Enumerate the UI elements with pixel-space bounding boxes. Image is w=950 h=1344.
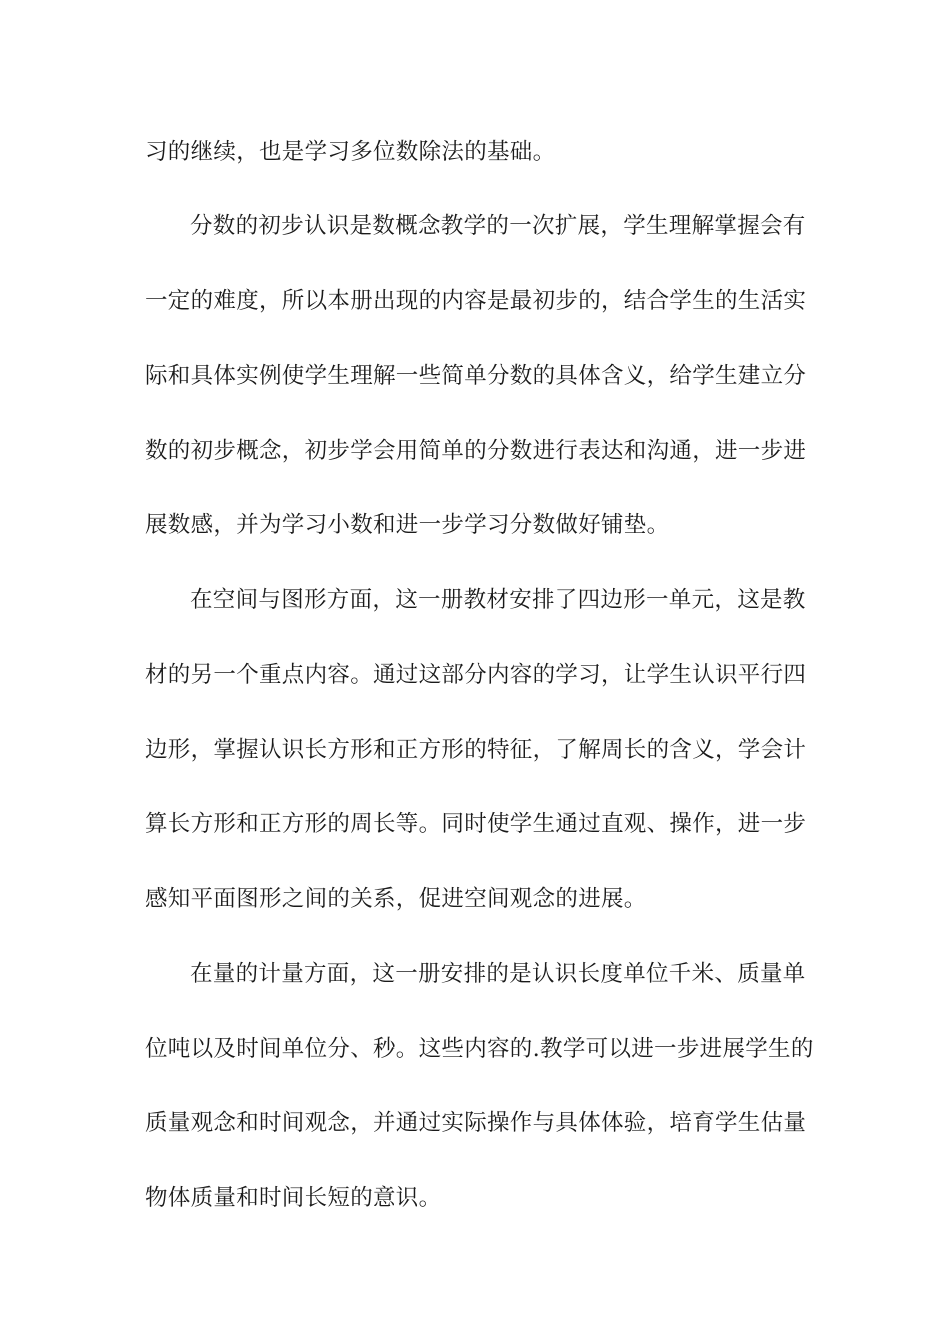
paragraph-first-line: 在量的计量方面，这一册安排的是认识长度单位千米、质量单 bbox=[190, 961, 806, 987]
text-line: 数的初步概念，初步学会用简单的分数进行表达和沟通，进一步进 bbox=[145, 438, 807, 464]
paragraph-first-line: 在空间与图形方面，这一册教材安排了四边形一单元，这是教 bbox=[190, 587, 806, 613]
text-line: 位吨以及时间单位分、秒。这些内容的.教学可以进一步进展学生的 bbox=[145, 1036, 814, 1062]
text-line: 展数感，并为学习小数和进一步学习分数做好铺垫。 bbox=[145, 512, 670, 538]
text-line: 材的另一个重点内容。通过这部分内容的学习，让学生认识平行四 bbox=[145, 662, 807, 688]
paragraph-first-line: 分数的初步认识是数概念教学的一次扩展，学生理解掌握会有 bbox=[190, 213, 806, 239]
text-line: 算长方形和正方形的周长等。同时使学生通过直观、操作，进一步 bbox=[145, 811, 807, 837]
text-line: 际和具体实例使学生理解一些简单分数的具体含义，给学生建立分 bbox=[145, 363, 807, 389]
text-line: 习的继续，也是学习多位数除法的基础。 bbox=[145, 139, 556, 165]
text-line: 边形，掌握认识长方形和正方形的特征，了解周长的含义，学会计 bbox=[145, 737, 807, 763]
text-line: 一定的难度，所以本册出现的内容是最初步的，结合学生的生活实 bbox=[145, 288, 807, 314]
text-line: 感知平面图形之间的关系，促进空间观念的进展。 bbox=[145, 886, 647, 912]
text-line: 物体质量和时间长短的意识。 bbox=[145, 1185, 442, 1211]
text-line: 质量观念和时间观念，并通过实际操作与具体体验，培育学生估量 bbox=[145, 1110, 807, 1136]
